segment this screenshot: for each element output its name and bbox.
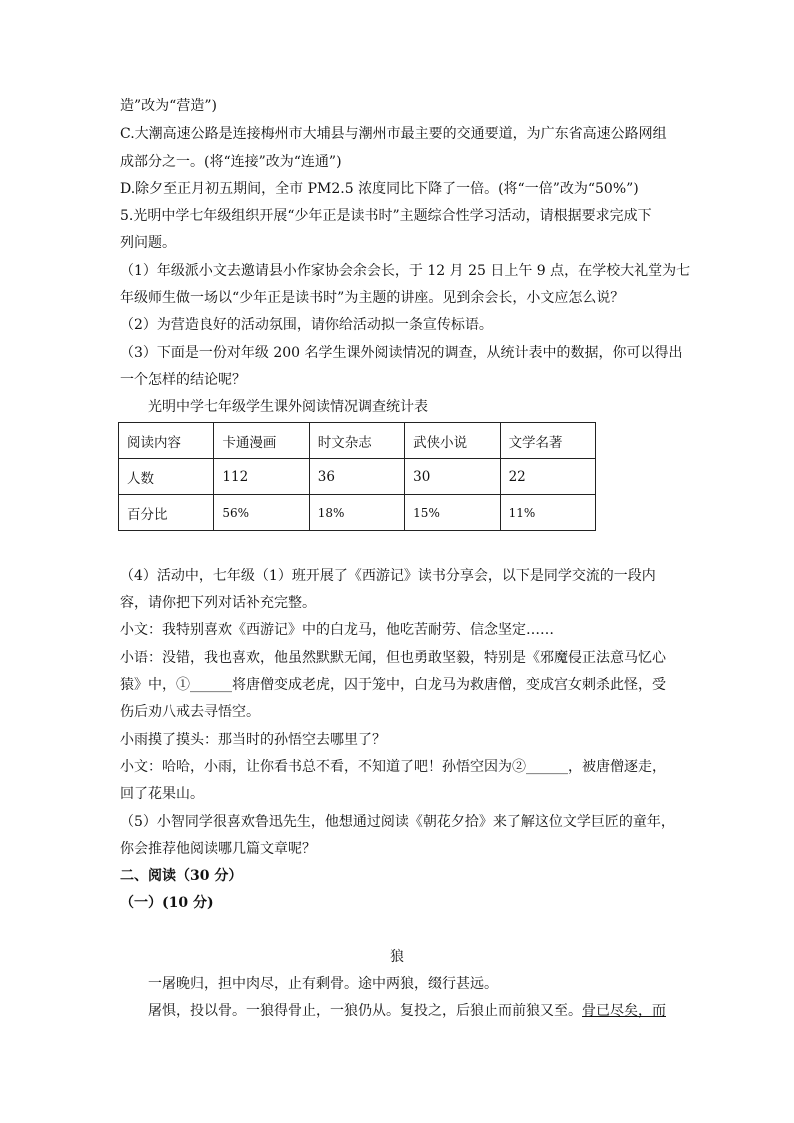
underlined-text: 骨已尽矣，而 (582, 1003, 666, 1019)
question-5-4-line2: 容，请你把下列对话补充完整。 (120, 595, 316, 611)
dialogue-line: 伤后劝八戒去寻悟空。 (120, 704, 260, 720)
table-cell: 时文杂志 (309, 423, 404, 459)
table-row (119, 495, 596, 531)
table-cell: 人数 (119, 459, 214, 495)
dialogue-line: 回了花果山。 (120, 786, 204, 802)
passage-paragraph (148, 1001, 666, 1021)
dialogue-line: 小雨摸了摸头：那当时的孙悟空去哪里了？ (120, 732, 386, 748)
table-cell: 18% (309, 495, 404, 531)
poem-title: 狼 (390, 949, 404, 965)
table-cell: 30 (405, 459, 500, 495)
table-cell: 36 (309, 459, 404, 495)
question-5-line1: 5.光明中学七年级组织开展“少年正是读书时”主题综合性学习活动，请根据要求完成下 (120, 208, 652, 224)
question-5-5-line1: （5）小智同学很喜欢鲁迅先生，他想通过阅读《朝花夕拾》来了解这位文学巨匠的童年， (120, 814, 675, 830)
dialogue-line: 小语：没错，我也喜欢，他虽然默默无闻，但也勇敢坚毅，特别是《邪魔侵正法意马忆心 (120, 650, 666, 666)
question-5-3-line1: （3）下面是一份对年级 200 名学生课外阅读情况的调查，从统计表中的数据，你可以得出 (120, 345, 683, 361)
question-5-3-line2: 一个怎样的结论呢？ (120, 372, 246, 388)
table-cell: 卡通漫画 (214, 423, 309, 459)
text-line: 造”改为“营造”) (120, 98, 217, 114)
table-cell: 56% (214, 495, 309, 531)
table-row (119, 459, 596, 495)
question-5-1-line2: 年级师生做一场以“少年正是读书时”为主题的讲座。见到余会长，小文应怎么说？ (120, 290, 625, 306)
passage-paragraph: 一屠晚归，担中肉尽，止有剩骨。途中两狼，缀行甚远。 (148, 976, 498, 992)
question-5-4-line1: （4）活动中，七年级（1）班开展了《西游记》读书分享会，以下是同学交流的一段内 (120, 568, 656, 584)
question-5-1-line1: （1）年级派小文去邀请县小作家协会余会长，于 12 月 25 日上午 9 点，在学校大礼堂为七 (120, 263, 691, 279)
passage-text: 屠惧，投以骨。一狼得骨止，一狼仍从。复投之，后狼止而前狼又至。 (148, 1003, 582, 1019)
section-heading: 二、阅读（30 分） (120, 868, 243, 884)
table-cell: 百分比 (119, 495, 214, 531)
dialogue-line: 猿》中，①______将唐僧变成老虎，囚于笼中，白龙马为救唐僧，变成宫女刺杀此怪，受 (120, 677, 666, 693)
subsection-heading: （一）(10 分) (120, 895, 214, 911)
table-cell: 文学名著 (500, 423, 595, 459)
table-cell: 15% (405, 495, 500, 531)
option-d-line: D.除夕至正月初五期间，全市 PM2.5 浓度同比下降了一倍。(将“一倍”改为“50%”) (120, 181, 639, 197)
table-cell: 22 (500, 459, 595, 495)
dialogue-line: 小文：哈哈，小雨，让你看书总不看，不知道了吧！孙悟空因为②______，被唐僧逐走， (120, 759, 666, 775)
table-cell: 112 (214, 459, 309, 495)
table-cell: 武侠小说 (405, 423, 500, 459)
dialogue-line: 小文：我特别喜欢《西游记》中的白龙马，他吃苦耐劳、信念坚定…… (120, 622, 554, 638)
question-5-5-line2: 你会推荐他阅读哪几篇文章呢？ (120, 841, 316, 857)
survey-table (118, 422, 596, 531)
table-header-row (119, 423, 596, 459)
question-5-line2: 列问题。 (120, 235, 176, 251)
table-caption: 光明中学七年级学生课外阅读情况调查统计表 (148, 399, 428, 415)
question-5-2: （2）为营造良好的活动氛围，请你给活动拟一条宣传标语。 (120, 317, 493, 333)
table-cell: 11% (500, 495, 595, 531)
table-cell: 阅读内容 (119, 423, 214, 459)
option-c-line2: 成部分之一。(将“连接”改为“连通”) (120, 154, 342, 170)
option-c-line1: C.大潮高速公路是连接梅州市大埔县与潮州市最主要的交通要道，为广东省高速公路网组 (120, 126, 667, 142)
